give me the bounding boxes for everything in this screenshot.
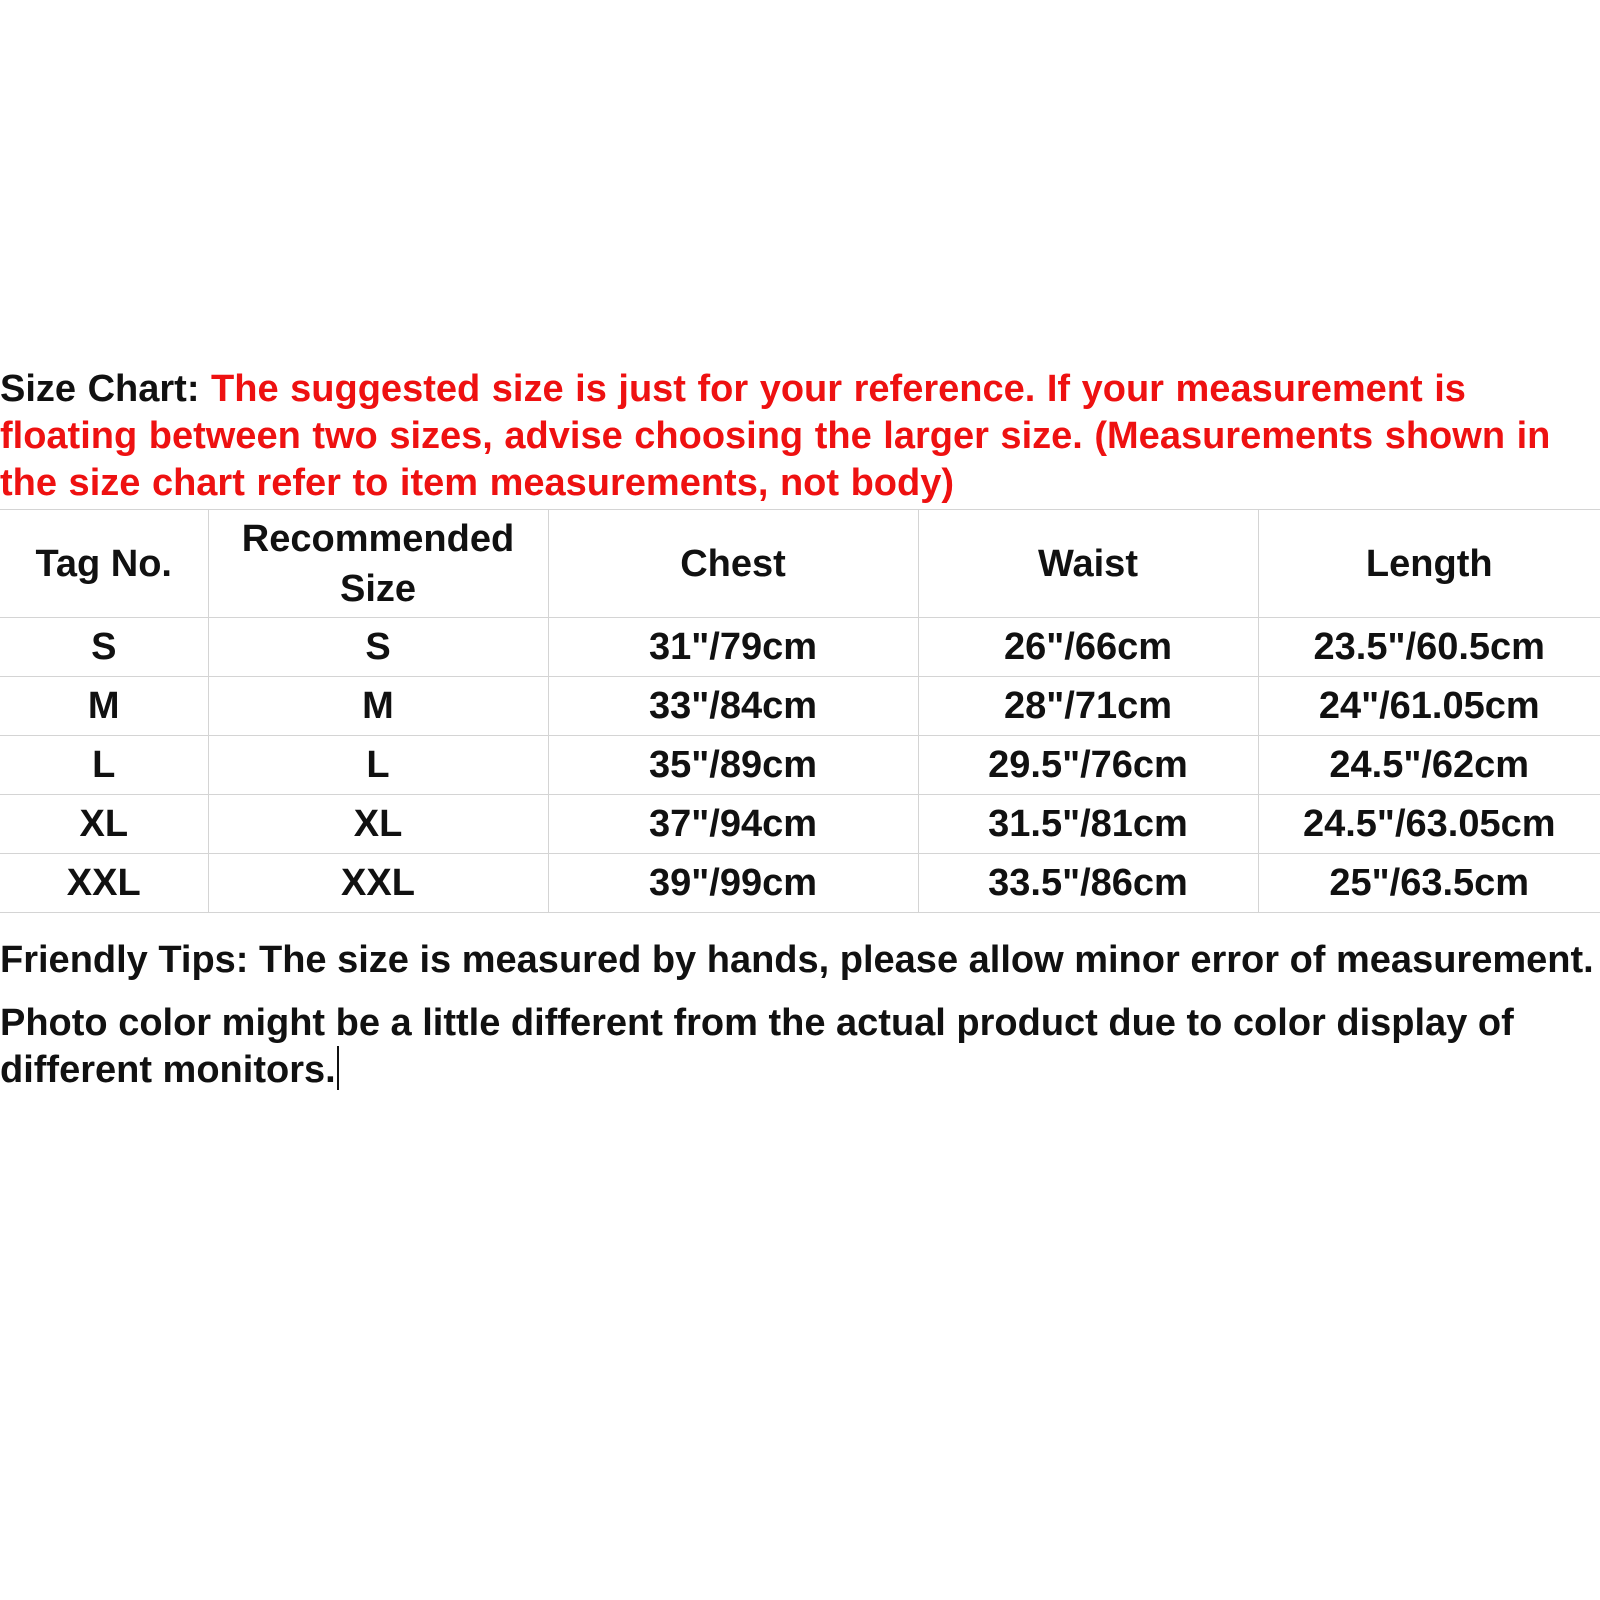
header-waist: Waist bbox=[918, 510, 1258, 618]
cell-waist: 29.5"/76cm bbox=[918, 736, 1258, 795]
size-chart-intro bbox=[0, 366, 1600, 507]
cell-tag: XXL bbox=[0, 854, 208, 913]
cell-tag: S bbox=[0, 618, 208, 677]
cell-waist: 31.5"/81cm bbox=[918, 795, 1258, 854]
cell-recommended: L bbox=[208, 736, 548, 795]
table-row bbox=[0, 618, 1600, 677]
cell-waist: 28"/71cm bbox=[918, 677, 1258, 736]
cell-tag: L bbox=[0, 736, 208, 795]
header-length: Length bbox=[1258, 510, 1600, 618]
tips-section bbox=[0, 937, 1600, 1110]
cell-recommended: M bbox=[208, 677, 548, 736]
size-table bbox=[0, 509, 1600, 913]
table-row bbox=[0, 795, 1600, 854]
size-reference-note: The suggested size is just for your reference. If your measurement is floating between two sizes, advise choosing the larger size. (Measurements shown in the size chart refer to item measurements, not body) bbox=[0, 368, 1551, 504]
friendly-tips: Friendly Tips: The size is measured by hands, please allow minor error of measurement. bbox=[0, 939, 1594, 981]
header-recommended-size bbox=[208, 510, 548, 618]
cell-recommended: S bbox=[208, 618, 548, 677]
table-row bbox=[0, 736, 1600, 795]
text-cursor bbox=[337, 1046, 339, 1090]
cell-chest: 31"/79cm bbox=[548, 618, 918, 677]
cell-recommended: XXL bbox=[208, 854, 548, 913]
table-row bbox=[0, 677, 1600, 736]
cell-waist: 33.5"/86cm bbox=[918, 854, 1258, 913]
cell-length: 24.5"/62cm bbox=[1258, 736, 1600, 795]
photo-color-text: Photo color might be a little different from the actual product due to color display of different monitors. bbox=[0, 1002, 1514, 1091]
cell-length: 24"/61.05cm bbox=[1258, 677, 1600, 736]
size-chart-label: Size Chart: bbox=[0, 368, 200, 410]
header-tag-no: Tag No. bbox=[0, 510, 208, 618]
table-header-row bbox=[0, 510, 1600, 618]
cell-length: 23.5"/60.5cm bbox=[1258, 618, 1600, 677]
header-chest: Chest bbox=[548, 510, 918, 618]
cell-chest: 33"/84cm bbox=[548, 677, 918, 736]
header-recommended-line2: Size bbox=[339, 567, 417, 610]
table-row bbox=[0, 854, 1600, 913]
cell-recommended: XL bbox=[208, 795, 548, 854]
photo-color-note bbox=[0, 1000, 1600, 1093]
cell-length: 24.5"/63.05cm bbox=[1258, 795, 1600, 854]
cell-length: 25"/63.5cm bbox=[1258, 854, 1600, 913]
cell-waist: 26"/66cm bbox=[918, 618, 1258, 677]
header-recommended-line1: Recommended bbox=[241, 517, 515, 560]
cell-tag: M bbox=[0, 677, 208, 736]
cell-chest: 35"/89cm bbox=[548, 736, 918, 795]
cell-tag: XL bbox=[0, 795, 208, 854]
cell-chest: 37"/94cm bbox=[548, 795, 918, 854]
cell-chest: 39"/99cm bbox=[548, 854, 918, 913]
